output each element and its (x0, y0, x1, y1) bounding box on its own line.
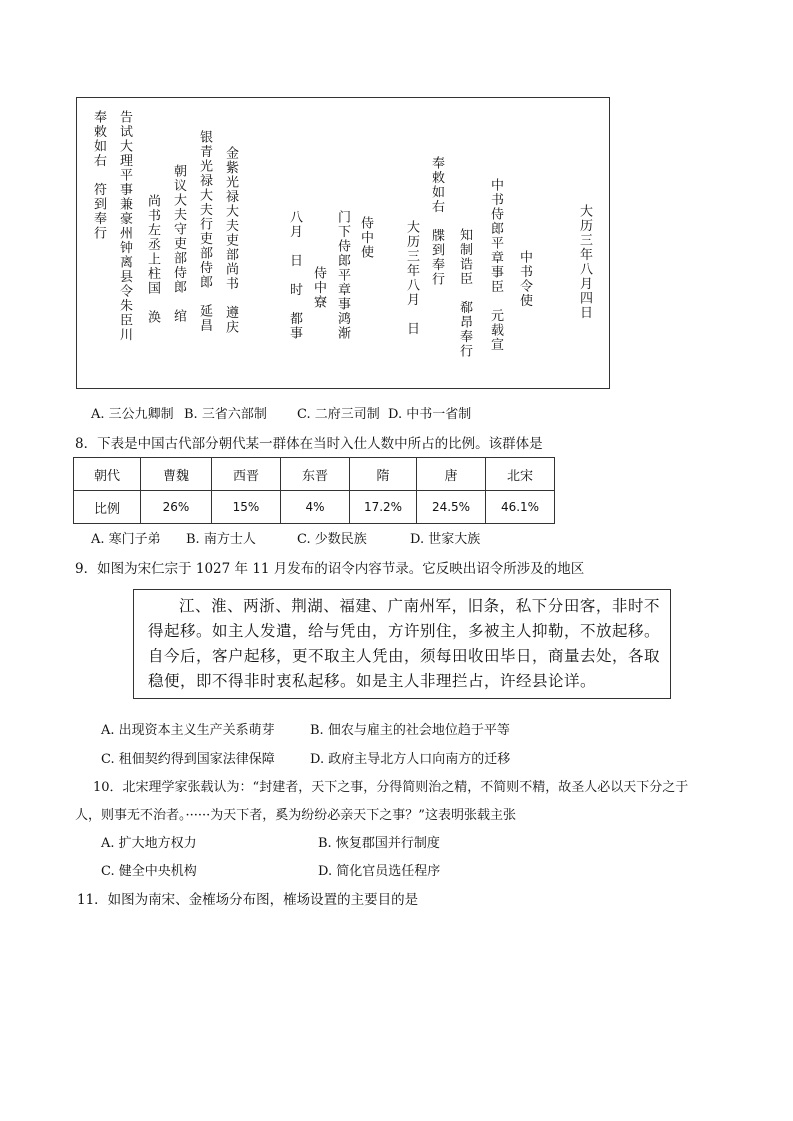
doc-column: 告试大理平事兼豪州钟离县令朱臣川 (117, 110, 132, 342)
table-cell-dynasty: 东晋 (281, 458, 350, 491)
table-cell-dynasty: 曹魏 (141, 458, 212, 491)
table-row (74, 491, 555, 524)
q9-edict-excerpt: 江、淮、两浙、荆湖、福建、广南州军，旧条，私下分田客，非时不得起移。如主人发遣，给与凭由，方许别住，多被主人抑勒，不放起移。自今后，客户起移，更不取主人凭由，须每田收田毕日，商量去处，各取稳便，即不得非时衷私起移。如是主人非理拦占，许经县论详。 (133, 589, 671, 699)
table-cell-value: 46.1% (486, 491, 555, 524)
q9-stem: 9．如图为宋仁宗于 1027 年 11 月发布的诏令内容节录。它反映出诏令所涉及的地区 (75, 561, 585, 577)
doc-column: 侍中寮 (311, 266, 326, 310)
table-cell-dynasty: 隋 (350, 458, 417, 491)
q8-stem: 8．下表是中国古代部分朝代某一群体在当时入仕人数中所占的比例。该群体是 (75, 436, 543, 452)
table-cell-dynasty: 西晋 (212, 458, 281, 491)
q10-option-d[interactable]: D. 简化官员选任程序 (318, 864, 441, 879)
q10-option-c[interactable]: C. 健全中央机构 (101, 864, 197, 879)
table-row (74, 458, 555, 491)
doc-column: 门下侍郎平章事鸿渐 (335, 210, 350, 341)
doc-column: 大历三年八月 日 (404, 220, 419, 336)
q8-dynasty-table (73, 457, 555, 524)
q8-option-b[interactable]: B. 南方士人 (186, 532, 256, 547)
table-cell-value: 4% (281, 491, 350, 524)
doc-column: 朝议大夫守吏部侍郎 绾 (171, 164, 186, 324)
q8-option-d[interactable]: D. 世家大族 (410, 532, 481, 547)
doc-column: 知制诰臣 郗昂奉行 (457, 228, 472, 359)
q10-option-b[interactable]: B. 恢复郡国并行制度 (318, 836, 440, 851)
q9-option-d[interactable]: D. 政府主导北方人口向南方的迁移 (310, 752, 511, 767)
q9-option-a[interactable]: A. 出现资本主义生产关系萌芽 (101, 723, 275, 738)
imperial-document-box (76, 97, 610, 389)
table-cell-value: 15% (212, 491, 281, 524)
doc-column: 尚书左丞上柱国 涣 (145, 194, 160, 325)
q9-option-b[interactable]: B. 佃农与雇主的社会地位趋于平等 (310, 723, 510, 738)
q10-stem-line2: 人，则事无不治者。······为天下者，奚为纷纷必亲天下之事？”这表明张载主张 (75, 808, 516, 823)
table-cell-value: 17.2% (350, 491, 417, 524)
doc-column: 奉敕如右 牒到奉行 (429, 156, 444, 287)
doc-column: 八月 日 时 都事 (287, 210, 302, 341)
doc-column: 侍中使 (358, 216, 373, 260)
doc-column: 银青光禄大夫行吏部侍郎 延昌 (197, 130, 212, 333)
doc-column: 奉敕如右 符到奉行 (91, 110, 106, 241)
q7-option-d[interactable]: D. 中书一省制 (388, 407, 472, 422)
table-cell-value: 26% (141, 491, 212, 524)
table-cell-value: 24.5% (417, 491, 486, 524)
table-row-label: 比例 (74, 491, 141, 524)
table-cell-dynasty: 北宋 (486, 458, 555, 491)
q7-option-c[interactable]: C. 二府三司制 (297, 407, 380, 422)
q7-option-b[interactable]: B. 三省六部制 (184, 407, 267, 422)
q8-option-c[interactable]: C. 少数民族 (297, 532, 367, 547)
table-header-label: 朝代 (74, 458, 141, 491)
q10-stem-line1: 10．北宋理学家张载认为：“封建者，天下之事，分得简则治之精，不简则不精，故圣人必以天下分之于 (93, 780, 689, 795)
table-cell-dynasty: 唐 (417, 458, 486, 491)
q9-option-c[interactable]: C. 租佃契约得到国家法律保障 (101, 752, 275, 767)
q10-option-a[interactable]: A. 扩大地方权力 (101, 836, 197, 851)
doc-column: 中书侍郎平章事臣 元载宣 (488, 178, 503, 352)
q11-stem: 11．如图为南宋、金榷场分布图，榷场设置的主要目的是 (77, 892, 419, 908)
q8-option-a[interactable]: A. 寒门子弟 (91, 532, 161, 547)
doc-column: 金紫光禄大夫吏部尚书 遵庆 (223, 146, 238, 335)
q7-option-a[interactable]: A. 三公九卿制 (91, 407, 174, 422)
doc-column: 中书令使 (517, 250, 532, 308)
doc-column: 大历三年八月四日 (577, 204, 592, 320)
